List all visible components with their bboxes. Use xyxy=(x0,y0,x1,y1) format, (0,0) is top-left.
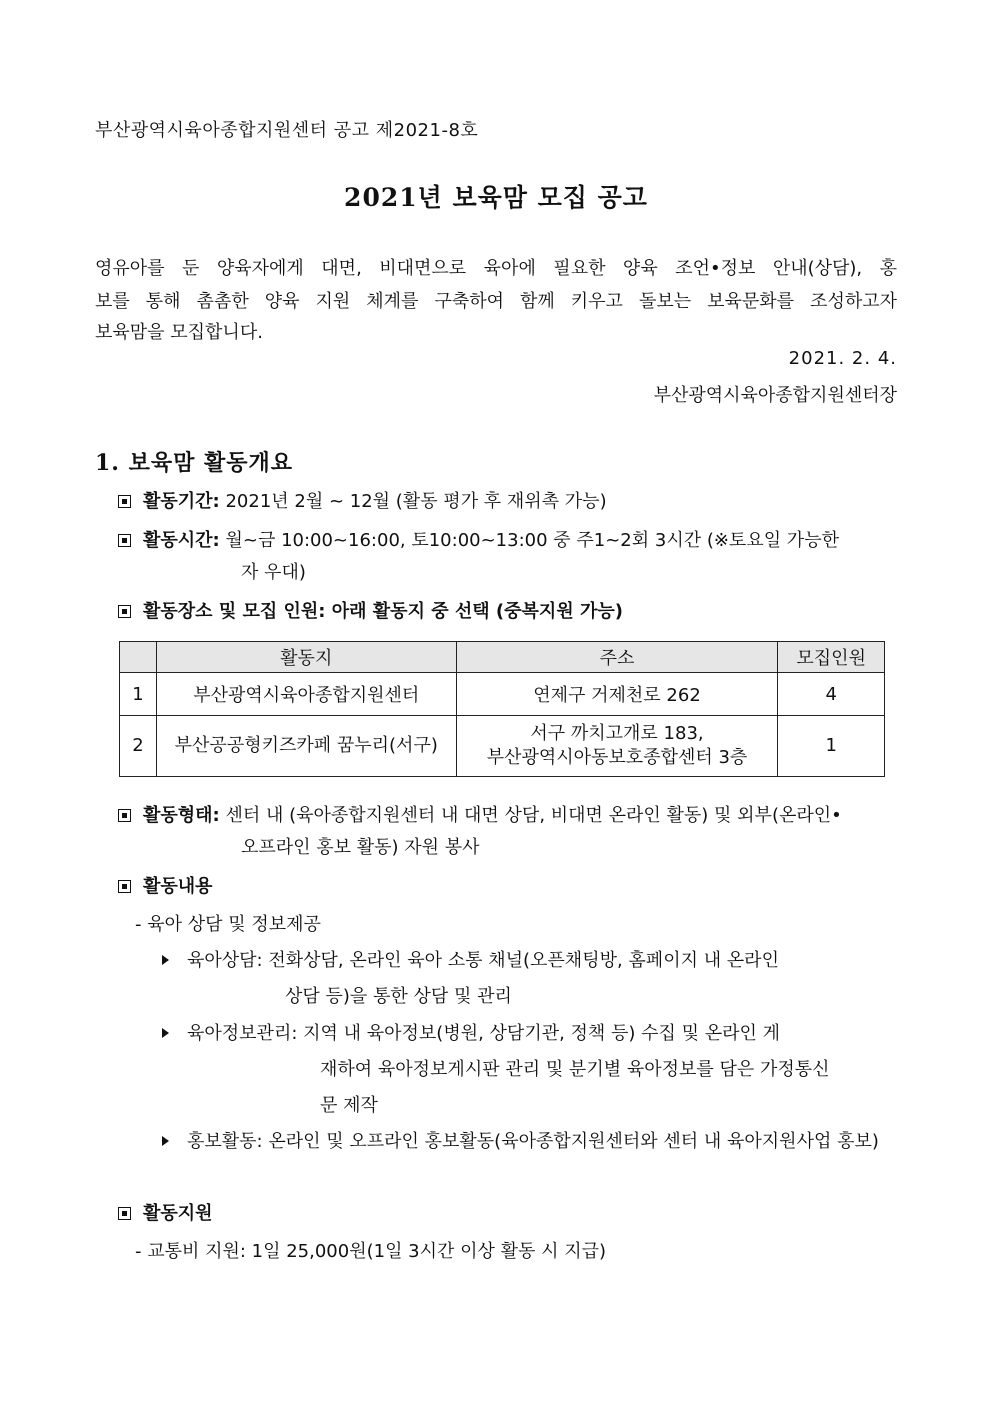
form-continuation: 오프라인 홍보 활동) 자원 봉사 xyxy=(241,837,480,858)
table-header-row xyxy=(120,642,885,673)
square-bullet-icon xyxy=(118,809,131,822)
table-header-site: 활동지 xyxy=(156,642,456,673)
support-label: 활동지원 xyxy=(143,1203,213,1224)
content-item-counsel xyxy=(162,946,779,972)
triangle-bullet-icon xyxy=(162,1136,169,1146)
triangle-bullet-icon xyxy=(162,1028,169,1038)
row-quota: 4 xyxy=(778,673,885,716)
content-item xyxy=(118,872,213,898)
table-header-quota: 모집인원 xyxy=(778,642,885,673)
row-number: 2 xyxy=(120,716,157,777)
square-bullet-icon xyxy=(118,534,131,547)
table-header-num xyxy=(120,642,157,673)
triangle-bullet-icon xyxy=(162,955,169,965)
counsel-continuation: 상담 등)을 통한 상담 및 관리 xyxy=(285,986,512,1007)
period-item xyxy=(118,487,607,513)
counsel-label: 육아상담: xyxy=(187,950,263,971)
row-quota: 1 xyxy=(778,716,885,777)
row-address-line-2: 부산광역시아동보호종합센터 3층 xyxy=(486,747,748,768)
period-text: 2021년 2월 ~ 12월 (활동 평가 후 재위촉 가능) xyxy=(225,491,607,512)
square-bullet-icon xyxy=(118,605,131,618)
info-continuation-1: 재하여 육아정보게시판 관리 및 분기별 육아정보를 담은 가정통신 xyxy=(320,1059,830,1080)
support-item xyxy=(118,1199,213,1225)
form-item xyxy=(118,801,842,827)
row-address xyxy=(456,673,778,716)
period-label: 활동기간: xyxy=(143,491,220,512)
row-address-line-1: 연제구 거제천로 262 xyxy=(533,685,701,706)
intro-line-3: 보육맘을 모집합니다. xyxy=(95,322,263,343)
info-label: 육아정보관리: xyxy=(187,1023,298,1044)
square-bullet-icon xyxy=(118,1207,131,1220)
row-address-line-1: 서구 까치고개로 183, xyxy=(530,723,704,744)
issuer-name: 부산광역시육아종합지원센터장 xyxy=(653,385,897,406)
form-text: 센터 내 (육아종합지원센터 내 대면 상담, 비대면 온라인 활동) 및 외부(온라인• xyxy=(225,805,842,826)
support-sub: - 교통비 지원: 1일 25,000원(1일 3시간 이상 활동 시 지급) xyxy=(135,1241,607,1262)
info-text: 지역 내 육아정보(병원, 상담기관, 정책 등) 수집 및 온라인 게 xyxy=(303,1023,781,1044)
counsel-text: 전화상담, 온라인 육아 소통 채널(오픈채팅방, 홈페이지 내 온라인 xyxy=(268,950,779,971)
location-label: 활동장소 및 모집 인원: 아래 활동지 중 선택 (중복지원 가능) xyxy=(143,601,623,622)
sites-table xyxy=(119,641,885,777)
form-label: 활동형태: xyxy=(143,805,220,826)
intro-line-2: 보를 통해 촘촘한 양육 지원 체계를 구축하여 함께 키우고 돌보는 보육문화를 조성하고자 xyxy=(95,291,897,312)
notice-number: 부산광역시육아종합지원센터 공고 제2021-8호 xyxy=(95,120,479,141)
content-label: 활동내용 xyxy=(143,876,213,897)
row-address xyxy=(456,716,778,777)
section-heading: 1. 보육맘 활동개요 xyxy=(95,450,294,476)
promo-label: 홍보활동: xyxy=(187,1131,263,1152)
content-item-promo xyxy=(162,1127,879,1153)
promo-text: 온라인 및 오프라인 홍보활동(육아종합지원센터와 센터 내 육아지원사업 홍보) xyxy=(268,1131,879,1152)
square-bullet-icon xyxy=(118,880,131,893)
square-bullet-icon xyxy=(118,495,131,508)
row-site: 부산광역시육아종합지원센터 xyxy=(156,673,456,716)
table-header-address: 주소 xyxy=(456,642,778,673)
document-title: 2021년 보육맘 모집 공고 xyxy=(344,183,648,212)
hours-continuation: 자 우대) xyxy=(241,562,306,583)
content-item-info xyxy=(162,1019,780,1045)
row-number: 1 xyxy=(120,673,157,716)
location-item xyxy=(118,597,623,623)
notice-date: 2021. 2. 4. xyxy=(788,348,897,369)
content-sub: - 육아 상담 및 정보제공 xyxy=(135,914,321,935)
row-site: 부산공공형키즈카페 꿈누리(서구) xyxy=(156,716,456,777)
table-row xyxy=(120,673,885,716)
hours-text: 월~금 10:00~16:00, 토10:00~13:00 중 주1~2회 3시간 (※토요일 가능한 xyxy=(225,530,839,551)
hours-item xyxy=(118,526,839,552)
table-row xyxy=(120,716,885,777)
hours-label: 활동시간: xyxy=(143,530,220,551)
info-continuation-2: 문 제작 xyxy=(320,1095,378,1116)
intro-line-1: 영유아를 둔 양육자에게 대면, 비대면으로 육아에 필요한 양육 조언•정보 안내(상담), 홍 xyxy=(95,258,897,279)
